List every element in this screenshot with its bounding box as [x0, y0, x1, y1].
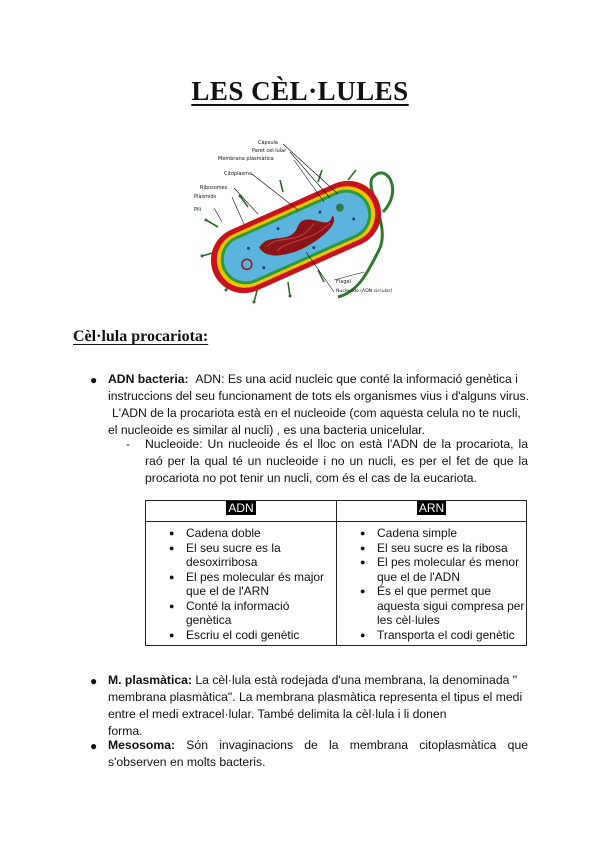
label-pili: Pili: [194, 207, 202, 213]
mesosoma-label: Mesosoma:: [108, 738, 176, 752]
list-item: ● El pes molecular és major que el de l'ARN: [186, 570, 336, 599]
list-item: ● Conté la informació genètica: [186, 599, 336, 628]
arn-column: [337, 522, 527, 646]
adn-column: [146, 522, 337, 646]
prokaryotic-cell-diagram: [188, 132, 418, 312]
adn-label: ADN bacteria:: [108, 372, 189, 386]
list-item: ● Escriu el codi genètic: [186, 628, 336, 643]
list-item: ● Cadena simple: [377, 526, 526, 541]
table-header-adn: ADN: [146, 501, 337, 522]
adn-line-3: L'ADN de la procariota està en el nucleoide (com aquesta celula no te nucli,: [112, 406, 521, 420]
label-citoplasma: Citoplasma: [224, 171, 253, 177]
dash-marker: -: [126, 437, 130, 451]
list-item: ● És el que permet que aquesta sigui compresa per les cèl·lules: [377, 584, 526, 628]
membrana-label: M. plasmàtica:: [108, 673, 192, 687]
list-item: ● El pes molecular és menor que el de l'ADN: [377, 555, 526, 584]
nucleoide-line-3: procariota no pot tenir un nucli, com és el cas de la eucariota.: [145, 471, 477, 485]
page-title: LES CÈL·LULES: [191, 76, 409, 106]
adn-arn-table: [145, 500, 527, 646]
nucleoide-line-1: Nucleoide: Un nucleoide és el lloc on està l'ADN de la procariota, la: [145, 437, 528, 451]
section-title: Cèl·lula procariota:: [73, 328, 209, 345]
membrana-line-1: M. plasmàtica: La cèl·lula està rodejada d'una membrana, la denominada ": [108, 673, 518, 687]
bullet-icon: ●: [90, 373, 98, 387]
adn-line-4: el nucleoide es similar al nucli) , es una bacteria unicelular.: [108, 423, 426, 437]
table-header-arn: ARN: [337, 501, 527, 522]
label-plasmids: Plàsmids: [194, 194, 217, 200]
label-flagel: Flagel: [336, 279, 351, 285]
membrana-line-3: entre el medi extracel·lular. També delimita la cèl·lula i li donen: [108, 707, 447, 721]
bullet-icon: ●: [90, 739, 98, 753]
mesosoma-line-1: Mesosoma: Són invaginacions de la membrana citoplasmàtica que: [108, 738, 529, 752]
bullet-icon: ●: [90, 674, 98, 688]
adn-line-2: instruccions del seu funcionament de tots els organismes vius i d'alguns virus.: [108, 389, 529, 403]
label-capsula: Càpsula: [258, 140, 278, 146]
mesosoma-line-2: s'observen en molts bacteris.: [108, 755, 266, 769]
label-nucleoide: Nucleoide (ADN circular): [336, 289, 393, 294]
adn-line-1: ADN bacteria: ADN: Es una acid nucleic que conté la informació genètica i: [108, 372, 518, 386]
label-paret: Paret cel·lular: [252, 148, 287, 154]
membrana-line-4: forma.: [108, 724, 143, 738]
list-item: ● El seu sucre es la desoxirribosa: [186, 541, 336, 570]
list-item: ● Cadena doble: [186, 526, 336, 541]
label-membrana: Membrana plasmàtica: [218, 156, 274, 162]
membrana-line-2: membrana plasmàtica". La membrana plasmàtica representa el tipus el medi: [108, 690, 523, 704]
list-item: ● Transporta el codi genètic: [377, 628, 526, 643]
label-ribosomes: Ribosomes: [200, 185, 228, 191]
nucleoide-line-2: raó per la qual té un nucleoide i no un nucli, es per el fet de que la: [145, 454, 528, 468]
list-item: ● El seu sucre es la ribosa: [377, 541, 526, 556]
